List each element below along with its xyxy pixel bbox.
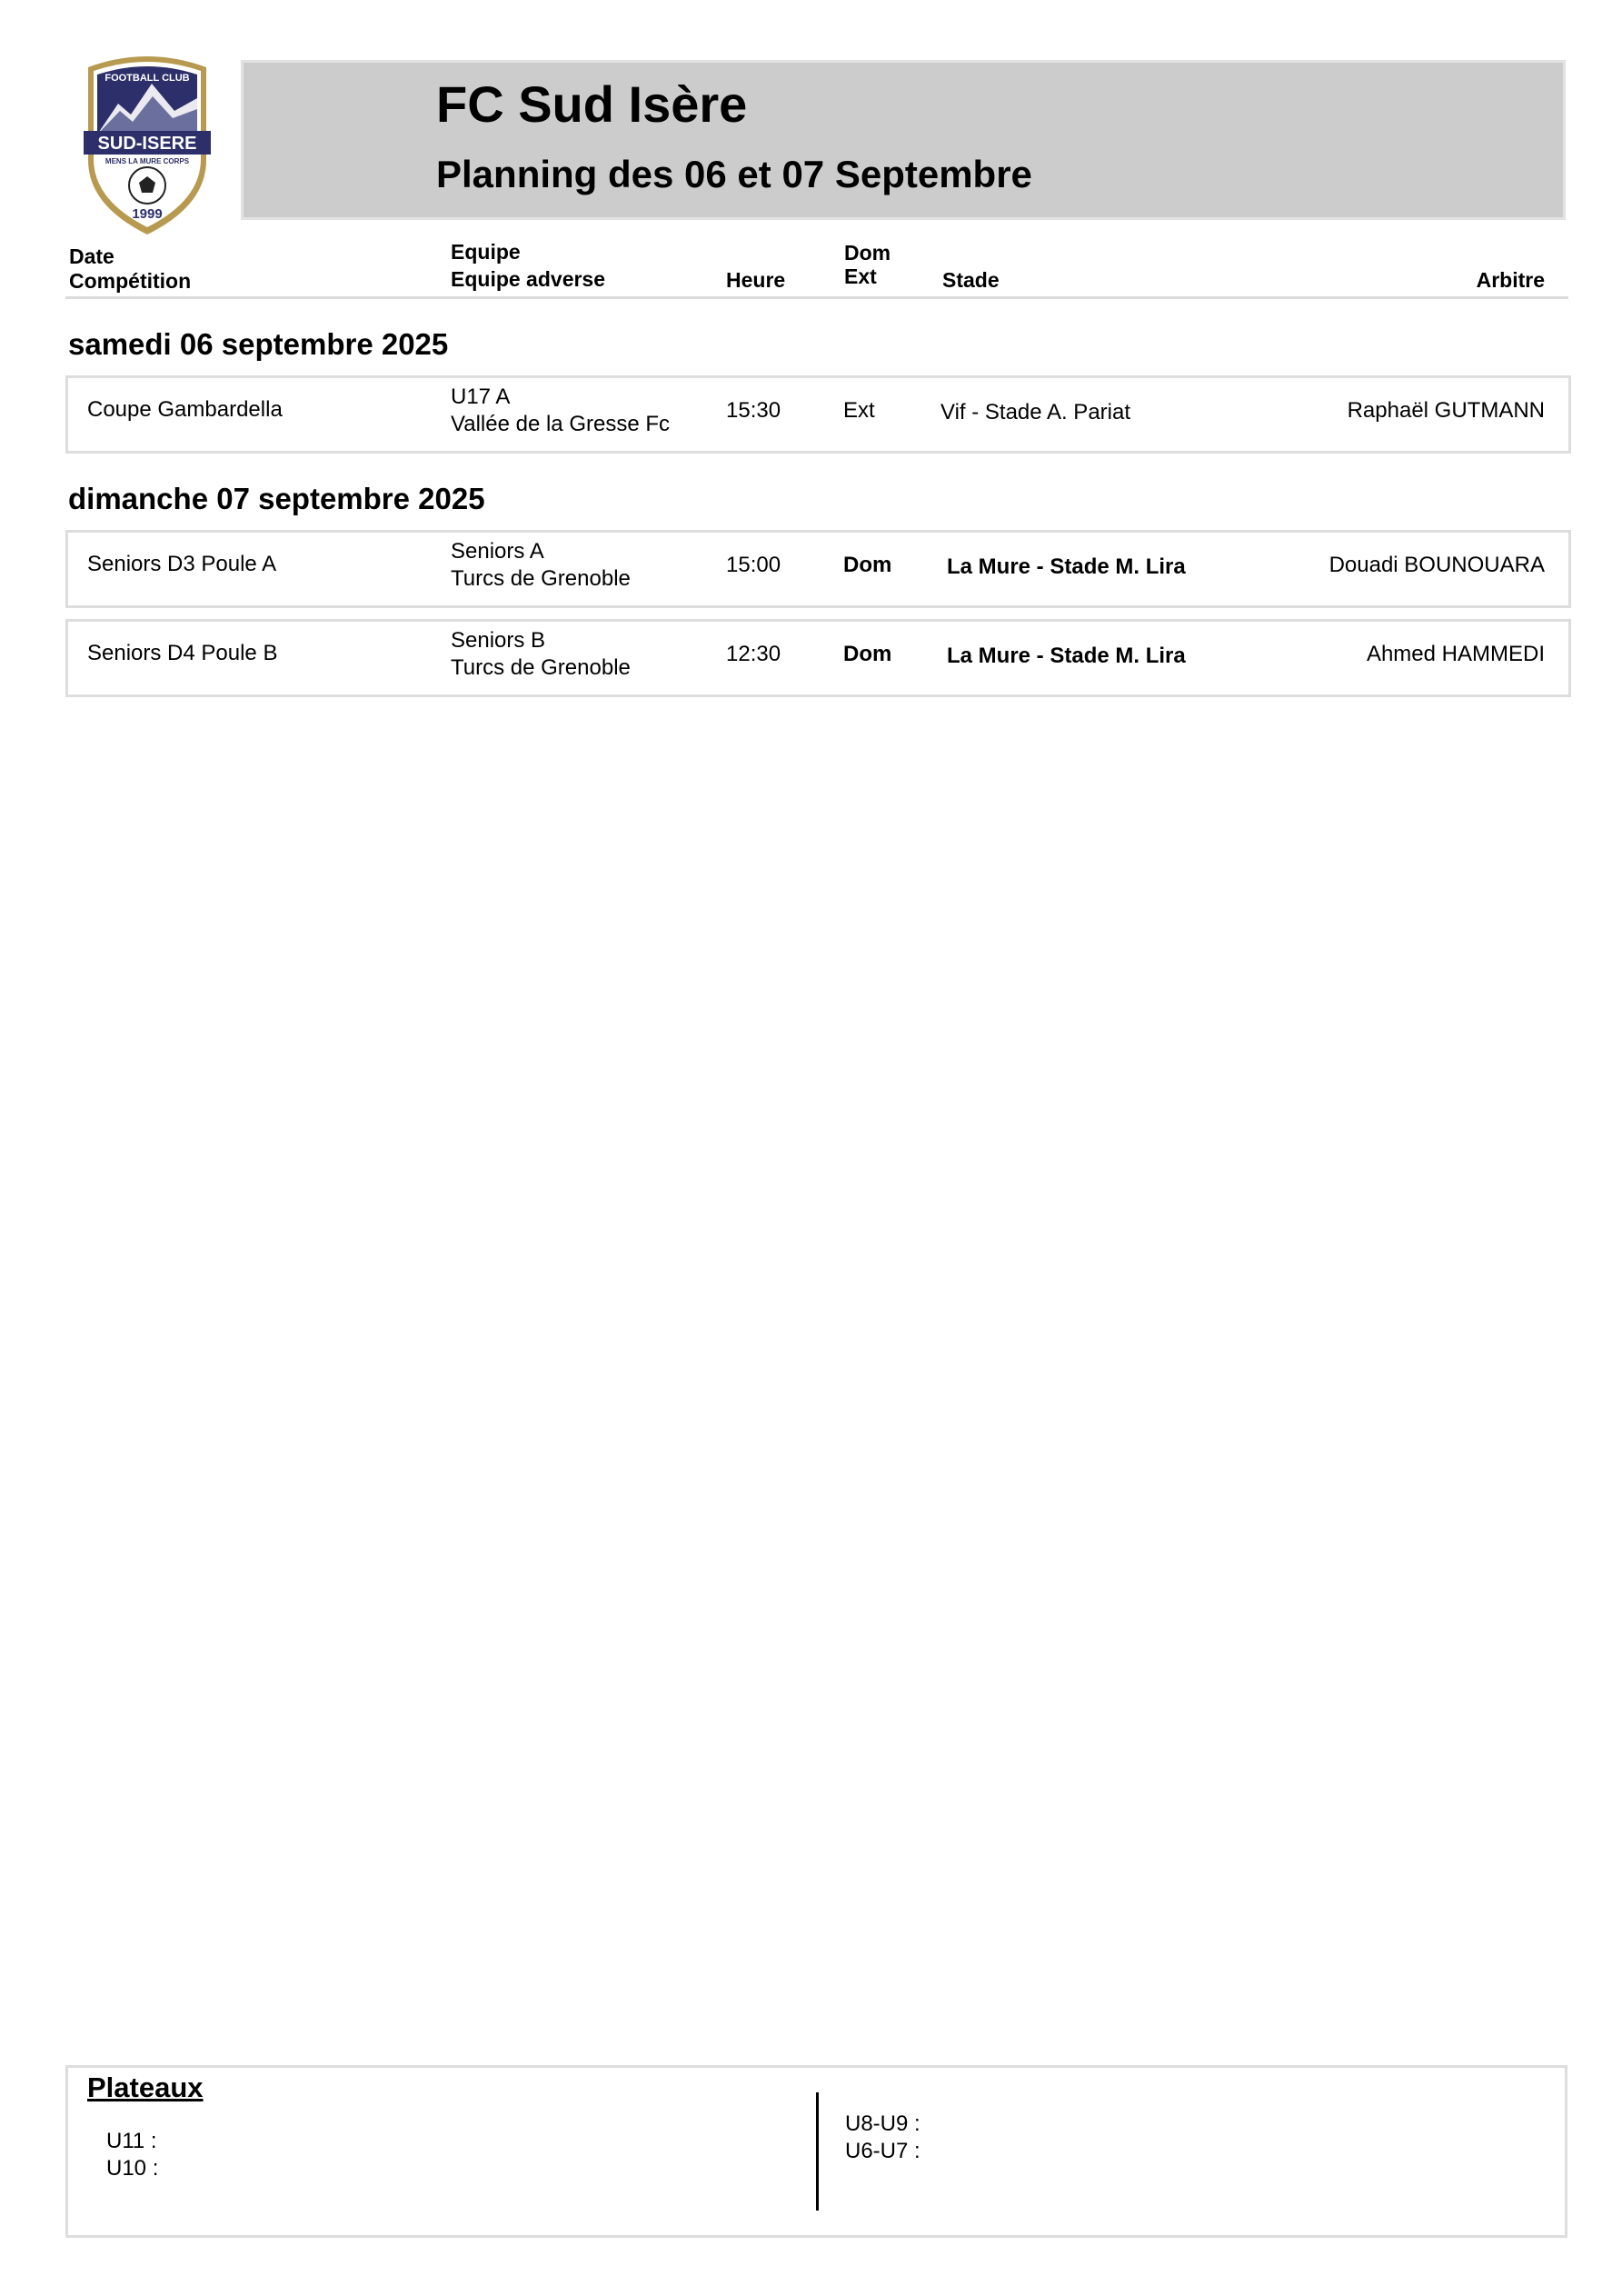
match-heure: 15:00 bbox=[726, 553, 781, 577]
match-equipe: Seniors B bbox=[451, 628, 546, 653]
plateaux-left-item: U10 : bbox=[106, 2156, 159, 2181]
col-ext: Ext bbox=[844, 265, 877, 288]
match-competition: Coupe Gambardella bbox=[87, 397, 283, 422]
match-equipe: Seniors A bbox=[451, 539, 544, 564]
match-stade: La Mure - Stade M. Lira bbox=[947, 644, 1186, 668]
svg-text:MENS LA MURE CORPS: MENS LA MURE CORPS bbox=[104, 157, 190, 165]
col-date: Date bbox=[69, 245, 114, 268]
plateaux-right-item: U8-U9 : bbox=[845, 2111, 920, 2136]
svg-text:SUD-ISERE: SUD-ISERE bbox=[97, 134, 197, 154]
match-equipe: U17 A bbox=[451, 384, 511, 409]
col-equipe: Equipe bbox=[451, 240, 521, 264]
club-logo bbox=[75, 51, 220, 238]
col-arbitre: Arbitre bbox=[1476, 268, 1545, 292]
col-stade: Stade bbox=[942, 268, 1000, 292]
match-dom-ext: Dom bbox=[843, 553, 892, 577]
match-dom-ext: Dom bbox=[843, 642, 892, 666]
planning-title: Planning des 06 et 07 Septembre bbox=[436, 153, 1032, 195]
col-heure: Heure bbox=[726, 268, 786, 292]
match-arbitre: Ahmed HAMMEDI bbox=[1366, 642, 1545, 666]
club-name: FC Sud Isère bbox=[436, 75, 748, 133]
day-title: dimanche 07 septembre 2025 bbox=[68, 482, 485, 515]
club-crest-icon bbox=[75, 51, 220, 238]
match-competition: Seniors D4 Poule B bbox=[87, 641, 278, 665]
match-stade: La Mure - Stade M. Lira bbox=[947, 554, 1186, 579]
match-heure: 12:30 bbox=[726, 642, 781, 666]
plateaux-divider bbox=[816, 2092, 819, 2211]
day-title: samedi 06 septembre 2025 bbox=[68, 327, 449, 361]
match-arbitre: Raphaël GUTMANN bbox=[1347, 398, 1545, 423]
match-adversaire: Turcs de Grenoble bbox=[451, 566, 631, 591]
header-divider bbox=[65, 296, 1568, 299]
col-dom: Dom bbox=[844, 241, 891, 265]
match-heure: 15:30 bbox=[726, 398, 781, 423]
svg-text:FOOTBALL CLUB: FOOTBALL CLUB bbox=[104, 73, 190, 84]
match-competition: Seniors D3 Poule A bbox=[87, 552, 277, 576]
plateaux-right-item: U6-U7 : bbox=[845, 2139, 920, 2163]
match-adversaire: Turcs de Grenoble bbox=[451, 655, 631, 680]
match-arbitre: Douadi BOUNOUARA bbox=[1328, 553, 1545, 577]
match-stade: Vif - Stade A. Pariat bbox=[940, 400, 1131, 424]
svg-text:1999: 1999 bbox=[132, 206, 163, 222]
plateaux-left-item: U11 : bbox=[106, 2129, 157, 2153]
match-adversaire: Vallée de la Gresse Fc bbox=[451, 412, 670, 436]
col-equipe-adverse: Equipe adverse bbox=[451, 267, 606, 291]
plateaux-title: Plateaux bbox=[87, 2071, 204, 2103]
match-dom-ext: Ext bbox=[843, 398, 875, 423]
col-competition: Compétition bbox=[69, 269, 192, 293]
